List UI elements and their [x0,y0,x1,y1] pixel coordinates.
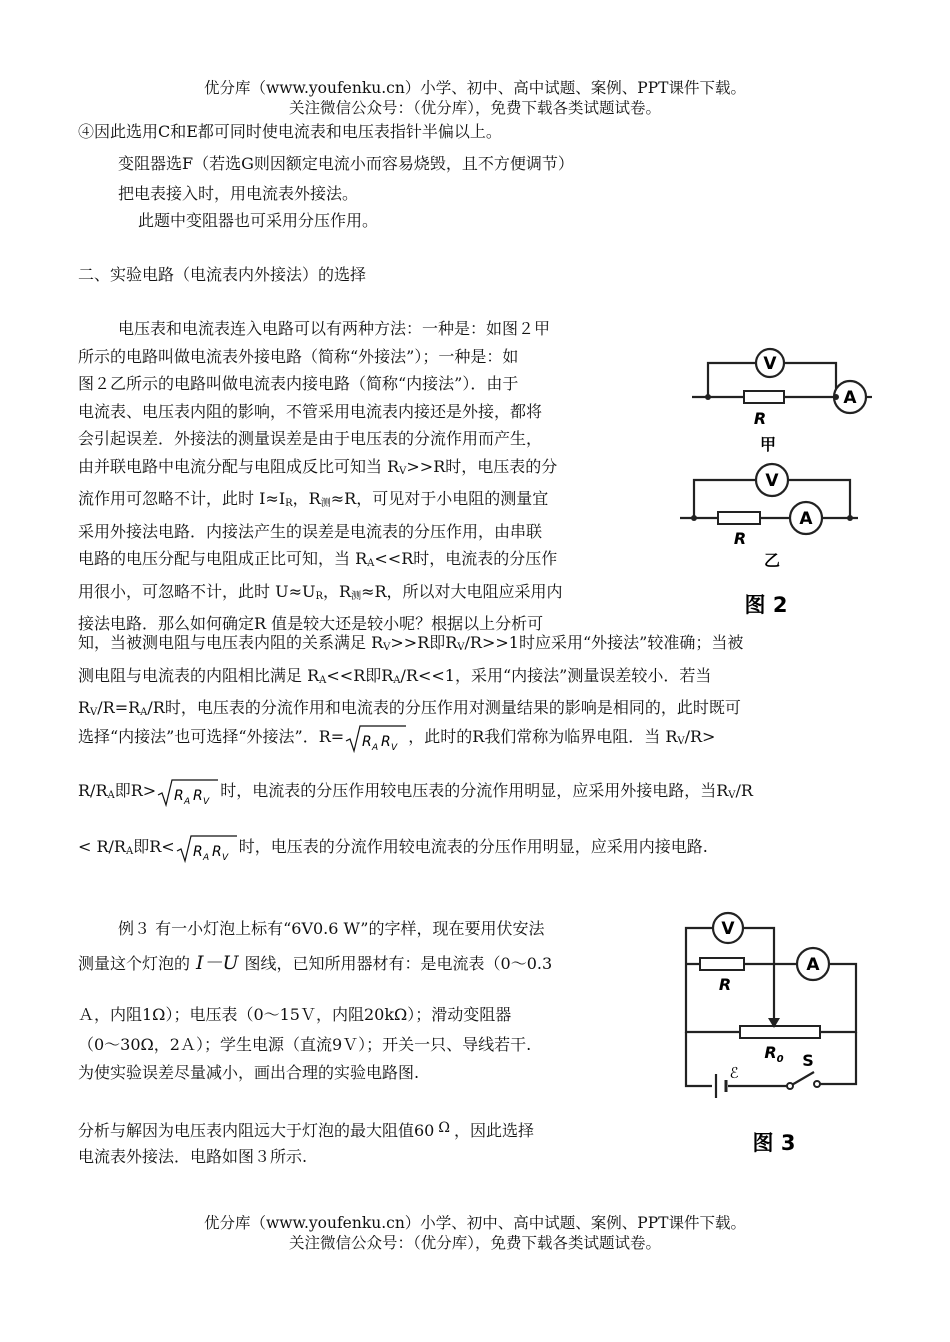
subscript: A [393,674,401,686]
circuit-yi-label: 乙 [763,551,781,570]
page-footer-line1: 优分库（www.youfenku.cn）小学、初中、高中试题、案例、PPT课件下载。 [203,1214,747,1232]
intro-line-1: ④因此选用C和E都可同时使电流表和电压表指针半偏以上。 [78,122,502,141]
main-line-13 [78,662,870,695]
page-header-line1: 优分库（www.youfenku.cn）小学、初中、高中试题、案例、PPT课件下载。 [203,79,747,97]
text-span: >>R时，电压表的分 [406,456,558,476]
emf-symbol: ℰ [729,1064,739,1082]
text-span: 流作用可忽略不计，此时 I≈I [78,489,286,508]
example-line-4: （0～30Ω，2Ａ）；学生电源（直流9Ｖ）；开关一只、导线若干. [78,1035,532,1054]
subscript: A [107,790,115,801]
text-span: 分析与解因为电压表内阻远大于灯泡的最大阻值60 [78,1121,435,1140]
text-span: ，R [292,489,321,508]
text-span: /R时，电压表的分流作用和电流表的分压作用对测量结果的影响是相同的，此时既可 [147,698,741,717]
text-span: 由并联电路中电流分配与电阻成反比可知当 R [78,456,400,476]
rheostat-label [764,1043,783,1065]
switch-blade [790,1072,814,1086]
text-span: /R=R [97,698,141,717]
subscript: A [367,558,375,569]
intro-line-2: 变阻器选F（若选G则因额定电流小而容易烧毁，且不方便调节） [118,154,574,173]
wire [686,1032,712,1086]
formula-sub-v: V [203,796,210,807]
main-paragraph-narrow [78,315,640,638]
figure-3-circuit [670,900,870,1170]
junction-dot [833,394,839,400]
text-span: ，R [323,581,352,601]
ammeter-label: A [799,509,813,529]
example-line-7: 电流表外接法．电路如图３所示. [78,1147,308,1166]
resistor-label: R [753,409,767,428]
text-span: 图线，已知所用器材有：是电流表（0～0.3 [244,954,553,973]
formula-sub-a: A [202,852,209,863]
text-span: 测电阻与电流表的内阻相比满足 R [78,665,320,685]
figure-2-circuits [672,330,872,626]
text-span: R [78,698,91,717]
main-line-8: 采用外接法电路．内接法产生的误差是电流表的分压作用，由串联 [78,521,543,541]
intro-line-3: 把电表接入时，用电流表外接法。 [118,184,359,203]
ammeter-label: A [843,388,857,408]
junction-dot [705,394,711,400]
sqrt-ra-rv-formula [175,833,239,863]
subscript: R [285,498,293,509]
resistor-r [718,512,760,524]
i-u-symbol: I－U [196,952,239,974]
text-span: 选择“内接法”也可选择“外接法”．R= [78,727,345,746]
subscript: V [383,642,391,653]
text-span: 即R> [114,781,157,800]
formula-sub-a: A [184,796,191,807]
sqrt-ra-rv-formula [156,777,220,807]
main-line-3: 图２乙所示的电路叫做电流表内接电路（简称“内接法”）．由于 [78,374,519,393]
main-line-11: 接法电路．那么如何确定R 值是较大还是较小呢？根据以上分析可 [78,614,544,633]
formula-r: R [381,733,391,750]
formula-r: R [211,843,222,860]
subscript: A [319,674,327,686]
main-paragraph-wide [78,629,870,727]
text-span: >>R即R [390,633,458,652]
formula-r: R [193,787,203,804]
subscript: V [399,465,407,477]
text-span: <<R即R [326,665,394,685]
text-span: R/R [78,781,108,800]
subscript: 测 [351,590,362,602]
main-line-9 [78,545,640,578]
voltmeter-label: V [721,919,735,939]
wire [784,363,836,397]
voltmeter-label: V [763,354,777,374]
subscript: V [677,736,685,747]
page-header-line2: 关注微信公众号：（优分库），免费下载各类试题试卷。 [288,99,661,117]
main-line-17 [78,832,708,867]
text-span: < R/R [78,837,126,856]
main-line-10 [78,578,640,611]
text-span: 知，当被测电阻与电压表内阻的关系满足 R [78,633,384,652]
text-span: <<R时，电流表的分压作 [374,549,558,568]
text-span: 时，电压表的分流作用较电流表的分压作用明显，应采用内接电路. [238,837,708,856]
formula-sub-v: V [221,852,228,863]
switch-label: S [802,1051,814,1070]
omega-symbol: Ω [438,1120,450,1136]
subscript: 测 [320,498,331,509]
wire [818,1032,856,1084]
main-line-6 [78,453,640,486]
subscript: A [140,707,148,718]
rheostat-sub: 0 [776,1054,784,1065]
subscript: A [125,846,134,857]
subscript: V [728,790,736,801]
example-line-6 [78,1117,534,1142]
subscript: V [457,642,465,653]
text-span: /R>>1时应采用“外接法”较准确；当被 [464,633,744,652]
example-line-3: Ａ，内阻1Ω）；电压表（0～15Ｖ，内阻20kΩ）；滑动变阻器 [78,1005,512,1024]
rheostat-r0 [740,1026,820,1038]
circuit-jia-label: 甲 [759,435,777,454]
main-line-4: 电流表、电压表内阻的影响，不管采用电流表内接还是外接，都将 [78,401,543,421]
main-line-7 [78,485,640,518]
main-line-2: 所示的电路叫做电流表外接电路（简称“外接法”）；一种是：如 [78,346,519,366]
switch-terminal [814,1081,820,1087]
figure-2-caption: 图 2 [744,593,788,617]
text-span: ≈R，可见对于小电阻的测量宜 [330,489,549,508]
text-span: 测量这个灯泡的 [78,954,191,973]
wire [686,964,740,1032]
main-line-16 [78,776,753,811]
voltmeter-label: V [765,471,779,491]
formula-r: R [362,733,372,750]
section-title: 二、实验电路（电流表内外接法）的选择 [78,265,367,284]
formula-r: R [174,787,184,804]
main-line-12 [78,629,870,662]
resistor-label: R [718,975,732,994]
ammeter-label: A [806,955,820,975]
rheostat-r: R [764,1043,777,1062]
figure-3-caption: 图 3 [752,1131,796,1155]
example-line-5: 为使实验误差尽量减小，画出合理的实验电路图. [78,1063,420,1082]
formula-sub-a: A [372,742,379,753]
text-span: 用很小，可忽略不计，此时 U≈U [78,581,316,601]
resistor-label: R [733,529,747,548]
formula-r: R [192,843,203,860]
text-span: ，因此选择 [453,1121,534,1140]
example-line-2 [78,952,552,975]
junction-dot [847,515,853,521]
resistor-r [744,391,784,403]
formula-sub-v: V [391,742,398,753]
text-span: 电路的电压分配与电阻成正比可知，当 R [78,549,368,568]
subscript: V [90,707,98,718]
sqrt-ra-rv-formula [344,723,408,753]
text-span: /R [735,781,753,800]
example-line-1: 例３ 有一小灯泡上标有“6V0.6 W”的字样，现在要用伏安法 [118,919,545,938]
junction-dot [691,515,697,521]
text-span: /R> [684,727,716,746]
text-span: 时，电流表的分压作用较电压表的分流作用明显，应采用外接电路，当R [220,781,729,800]
text-span: 即R< [133,837,175,856]
page-footer-line2: 关注微信公众号：（优分库），免费下载各类试题试卷。 [288,1234,661,1252]
main-line-1: 电压表和电流表连入电路可以有两种方法：一种是：如图２甲 [118,319,551,338]
main-line-5: 会引起误差．外接法的测量误差是由于电压表的分流作用而产生， [78,429,543,448]
main-line-15 [78,722,715,757]
text-span: ，此时的R我们常称为临界电阻．当 R [408,727,678,746]
switch-terminal [787,1083,793,1089]
intro-line-4: 此题中变阻器也可采用分压作用。 [138,211,379,230]
text-span: ≈R，所以对大电阻应采用内 [361,581,563,601]
text-span: /R<<1，采用“内接法”测量误差较小．若当 [400,665,712,685]
subscript: R [315,590,323,602]
wire [742,928,774,964]
resistor-r [700,958,744,970]
